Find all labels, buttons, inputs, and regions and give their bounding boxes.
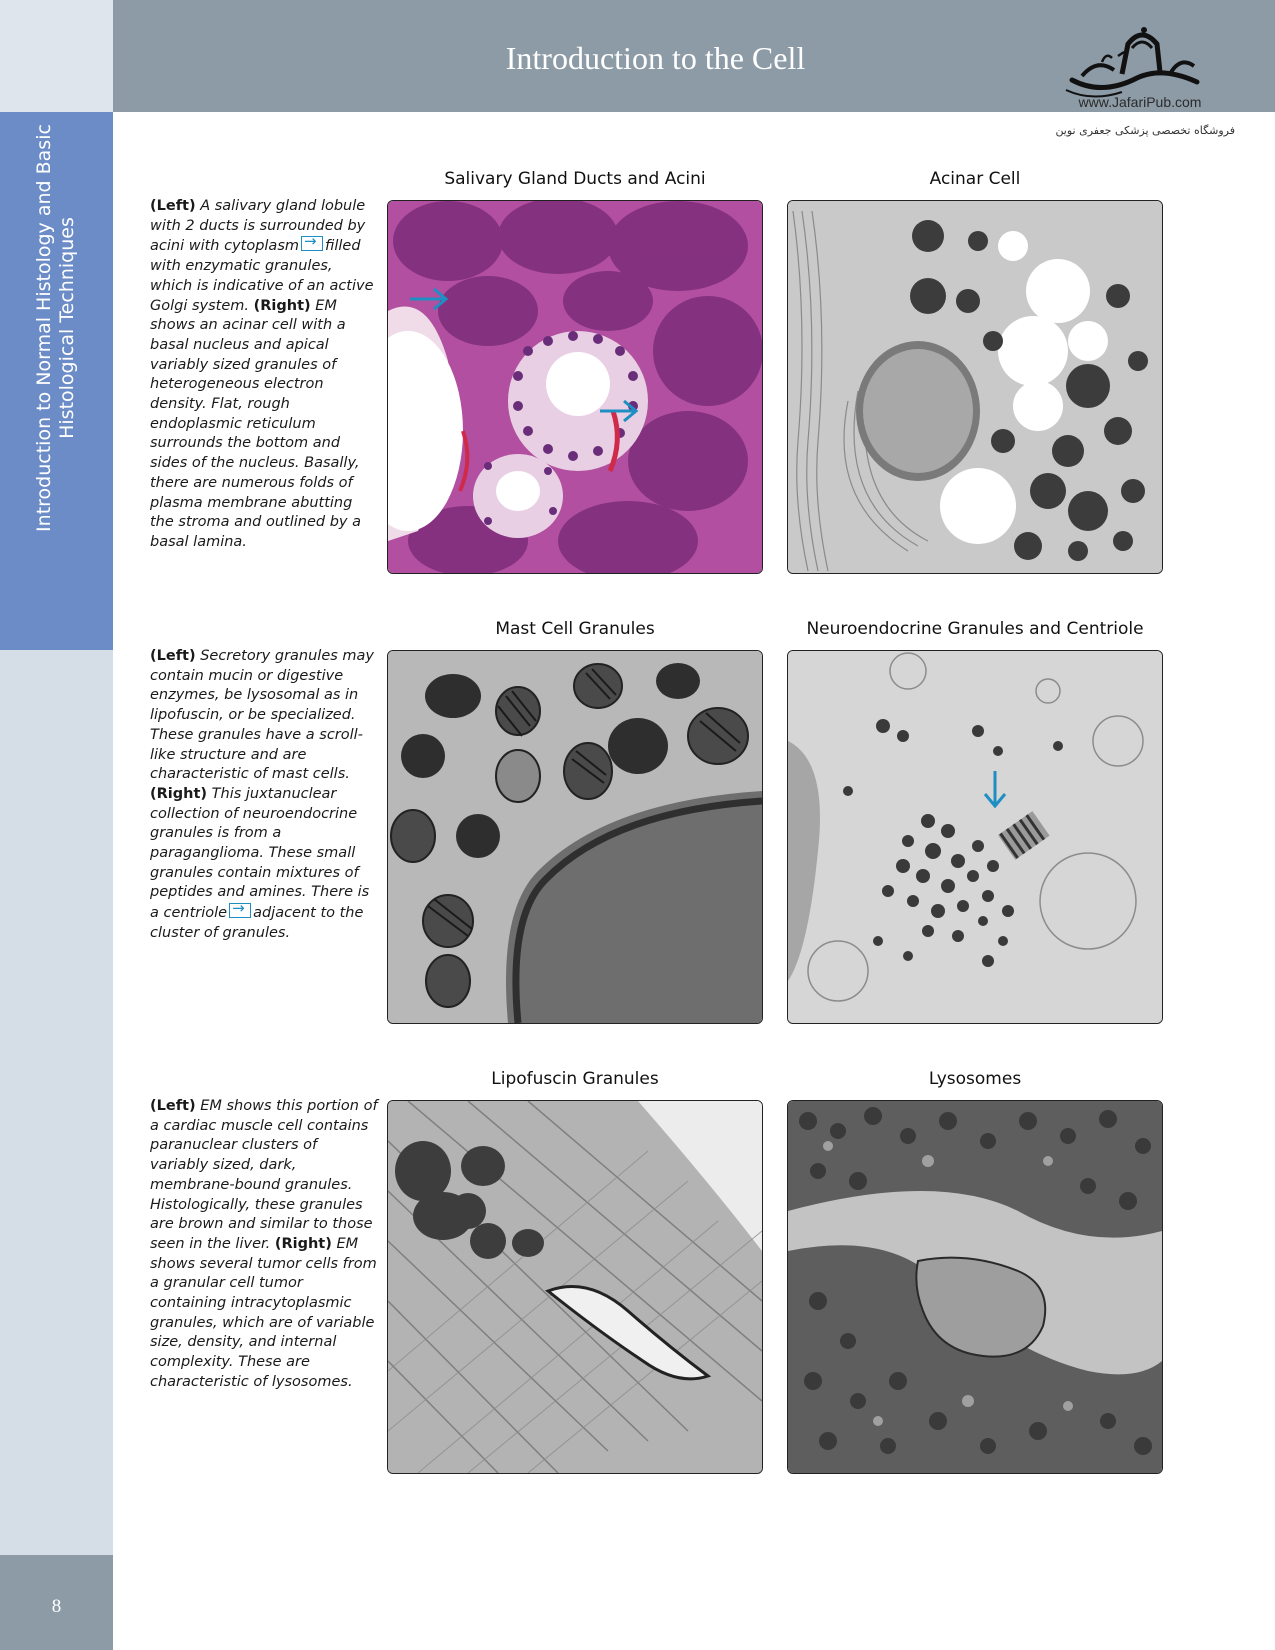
caption-1-left-tag: (Left) bbox=[150, 198, 196, 214]
acinar-cell-image bbox=[788, 201, 1162, 573]
caption-2-right-tag: (Right) bbox=[150, 785, 208, 802]
caption-2-right-b: adjacent to the cluster of granules. bbox=[150, 905, 364, 941]
figure-image-lipofuscin bbox=[387, 1100, 763, 1474]
figure-title-neuroendocrine: Neuroendocrine Granules and Centriole bbox=[806, 619, 1144, 639]
caption-1-left-b: filled with enzymatic granules, which is indicative of an active Golgi system. bbox=[150, 238, 374, 314]
arrow-icon bbox=[301, 236, 323, 251]
salivary-gland-image bbox=[388, 201, 762, 573]
caption-1-right-tag: (Right) bbox=[253, 297, 311, 314]
page-number: 8 bbox=[51, 1596, 62, 1617]
neuroendocrine-granules-image bbox=[788, 651, 1162, 1023]
figure-title-mast-cell: Mast Cell Granules bbox=[495, 619, 655, 639]
side-tab-line-2: Histological Techniques bbox=[56, 217, 78, 439]
figure-image-acinar-cell bbox=[787, 200, 1163, 574]
figure-title-lysosomes: Lysosomes bbox=[928, 1069, 1022, 1089]
caption-2-left-tag: (Left) bbox=[150, 648, 196, 664]
mast-cell-granules-image bbox=[388, 651, 762, 1023]
arrow-icon bbox=[229, 903, 251, 918]
figure-image-neuroendocrine bbox=[787, 650, 1163, 1024]
caption-1 bbox=[150, 197, 378, 553]
caption-2-right-a: This juxtanuclear collection of neuroendocrine granules is from a paraganglioma. These small granules contain mixtures of peptides and amines. There is a centriole bbox=[150, 785, 370, 922]
figure-title-salivary: Salivary Gland Ducts and Acini bbox=[444, 169, 706, 189]
caption-3-left-tag: (Left) bbox=[150, 1098, 196, 1114]
side-tab-line-1: Introduction to Normal Histology and Basic bbox=[33, 124, 55, 532]
figure-image-mast-cell bbox=[387, 650, 763, 1024]
lipofuscin-granules-image bbox=[388, 1101, 762, 1473]
caption-3-right-tag: (Right) bbox=[274, 1235, 332, 1252]
figure-image-lysosomes bbox=[787, 1100, 1163, 1474]
caption-3-left-text: EM shows this portion of a cardiac muscle cell contains paranuclear clusters of variably sized, dark, membrane-bound granules. Histologically, these granules are brown and similar to those seen in the liver. bbox=[150, 1098, 378, 1252]
figure-image-salivary bbox=[387, 200, 763, 574]
lysosomes-image bbox=[788, 1101, 1162, 1473]
caption-1-right-text: EM shows an acinar cell with a basal nucleus and apical variably sized granules of heterogeneous electron density. Flat, rough endoplasmic reticulum surrounds the bottom and sides of the nucleus. Basally, there are numerous folds of plasma membrane abutting the stroma and outlined by a basal lamina. bbox=[150, 297, 361, 550]
page-title: Introduction to the Cell bbox=[505, 40, 806, 76]
publisher-url: www.JafariPub.com bbox=[1078, 94, 1202, 110]
caption-3-right-text: EM shows several tumor cells from a granular cell tumor containing intracytoplasmic granules, which are of variable size, density, and internal complexity. These are characteristic of lysosomes. bbox=[150, 1235, 377, 1390]
caption-2-left-text: Secretory granules may contain mucin or digestive enzymes, be lysosomal as in lipofuscin, or be specialized. These granules have a scroll-like structure and are characteristic of mast cells. bbox=[150, 648, 375, 783]
caption-2 bbox=[150, 647, 378, 944]
caption-3 bbox=[150, 1097, 378, 1393]
figure-title-lipofuscin: Lipofuscin Granules bbox=[491, 1069, 659, 1089]
publisher-shop-text: فروشگاه تخصصی پزشکی جعفری نوین bbox=[1055, 124, 1235, 137]
chapter-side-tab-label bbox=[33, 78, 79, 578]
figure-title-acinar-cell: Acinar Cell bbox=[929, 169, 1021, 189]
caption-1-left-a: A salivary gland lobule with 2 ducts is surrounded by acini with cytoplasm bbox=[150, 198, 366, 255]
